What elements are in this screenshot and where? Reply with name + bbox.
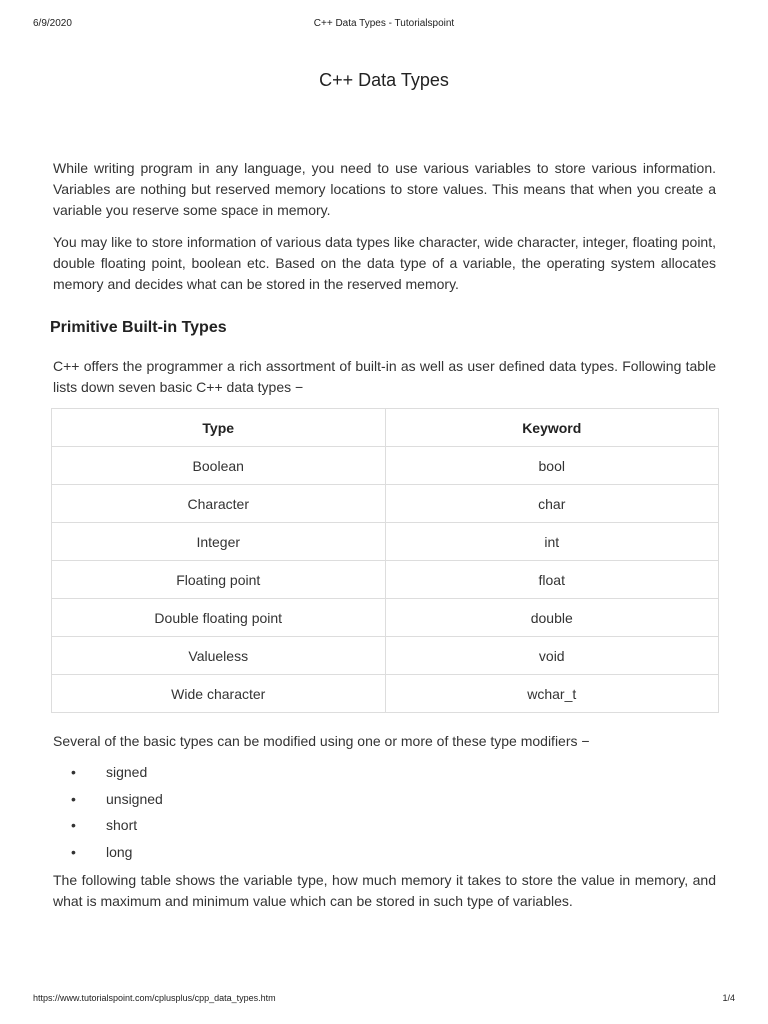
modifiers-intro-paragraph: Several of the basic types can be modified using one or more of these type modifiers − bbox=[53, 733, 590, 749]
type-cell: Integer bbox=[52, 523, 386, 561]
list-item bbox=[53, 812, 163, 839]
table-row bbox=[52, 599, 719, 637]
section-intro-paragraph: C++ offers the programmer a rich assortment of built-in as well as user defined data types. Following table lists down seven basic C++ data types − bbox=[53, 358, 716, 395]
column-header-type: Type bbox=[52, 409, 386, 447]
intro-paragraph-1: While writing program in any language, you need to use various variables to store various information. Variables are nothing but reserved memory locations to store values. This means that when you create a variable you reserve some space in memory. bbox=[53, 160, 716, 218]
print-date: 6/9/2020 bbox=[33, 18, 72, 29]
print-page-number: 1/4 bbox=[722, 993, 735, 1003]
print-header-title: C++ Data Types - Tutorialspoint bbox=[313, 18, 455, 29]
keyword-cell: float bbox=[385, 561, 719, 599]
table-row bbox=[52, 485, 719, 523]
list-item-label: long bbox=[106, 843, 133, 860]
type-cell: Character bbox=[52, 485, 386, 523]
print-footer-url: https://www.tutorialspoint.com/cplusplus/cpp_data_types.htm bbox=[33, 993, 276, 1003]
list-item bbox=[53, 839, 163, 866]
table-row bbox=[52, 447, 719, 485]
keyword-cell: wchar_t bbox=[385, 675, 719, 713]
keyword-cell: double bbox=[385, 599, 719, 637]
type-cell: Double floating point bbox=[52, 599, 386, 637]
list-item-label: short bbox=[106, 817, 138, 833]
keyword-cell: char bbox=[385, 485, 719, 523]
table-row bbox=[52, 523, 719, 561]
section-heading: Primitive Built-in Types bbox=[50, 319, 227, 336]
column-header-keyword: Keyword bbox=[385, 409, 719, 447]
type-cell: Floating point bbox=[52, 561, 386, 599]
bullet-icon: • bbox=[71, 817, 76, 833]
list-item-label: signed bbox=[106, 764, 148, 780]
list-item bbox=[53, 759, 163, 786]
table-row bbox=[52, 561, 719, 599]
bullet-icon: • bbox=[71, 843, 76, 860]
type-cell: Valueless bbox=[52, 637, 386, 675]
modifiers-list bbox=[53, 759, 163, 865]
keyword-cell: void bbox=[385, 637, 719, 675]
type-cell: Wide character bbox=[52, 675, 386, 713]
page-title: C++ Data Types bbox=[319, 70, 449, 90]
bullet-icon: • bbox=[71, 790, 76, 807]
table-header-row bbox=[52, 409, 719, 447]
keyword-cell: int bbox=[385, 523, 719, 561]
bullet-icon: • bbox=[71, 764, 76, 780]
list-item-label: unsigned bbox=[106, 790, 163, 807]
type-cell: Boolean bbox=[52, 447, 386, 485]
list-item bbox=[53, 786, 163, 813]
table-row bbox=[52, 675, 719, 713]
intro-paragraph-2: You may like to store information of various data types like character, wide character, integer, floating point, double floating point, boolean etc. Based on the data type of a variable, the operating system allocates memory and decides what can be stored in the reserved memory. bbox=[53, 234, 716, 292]
keyword-cell: bool bbox=[385, 447, 719, 485]
data-types-table bbox=[51, 408, 719, 713]
table-row bbox=[52, 637, 719, 675]
closing-paragraph: The following table shows the variable type, how much memory it takes to store the value in memory, and what is maximum and minimum value which can be stored in such type of variables. bbox=[53, 872, 716, 909]
